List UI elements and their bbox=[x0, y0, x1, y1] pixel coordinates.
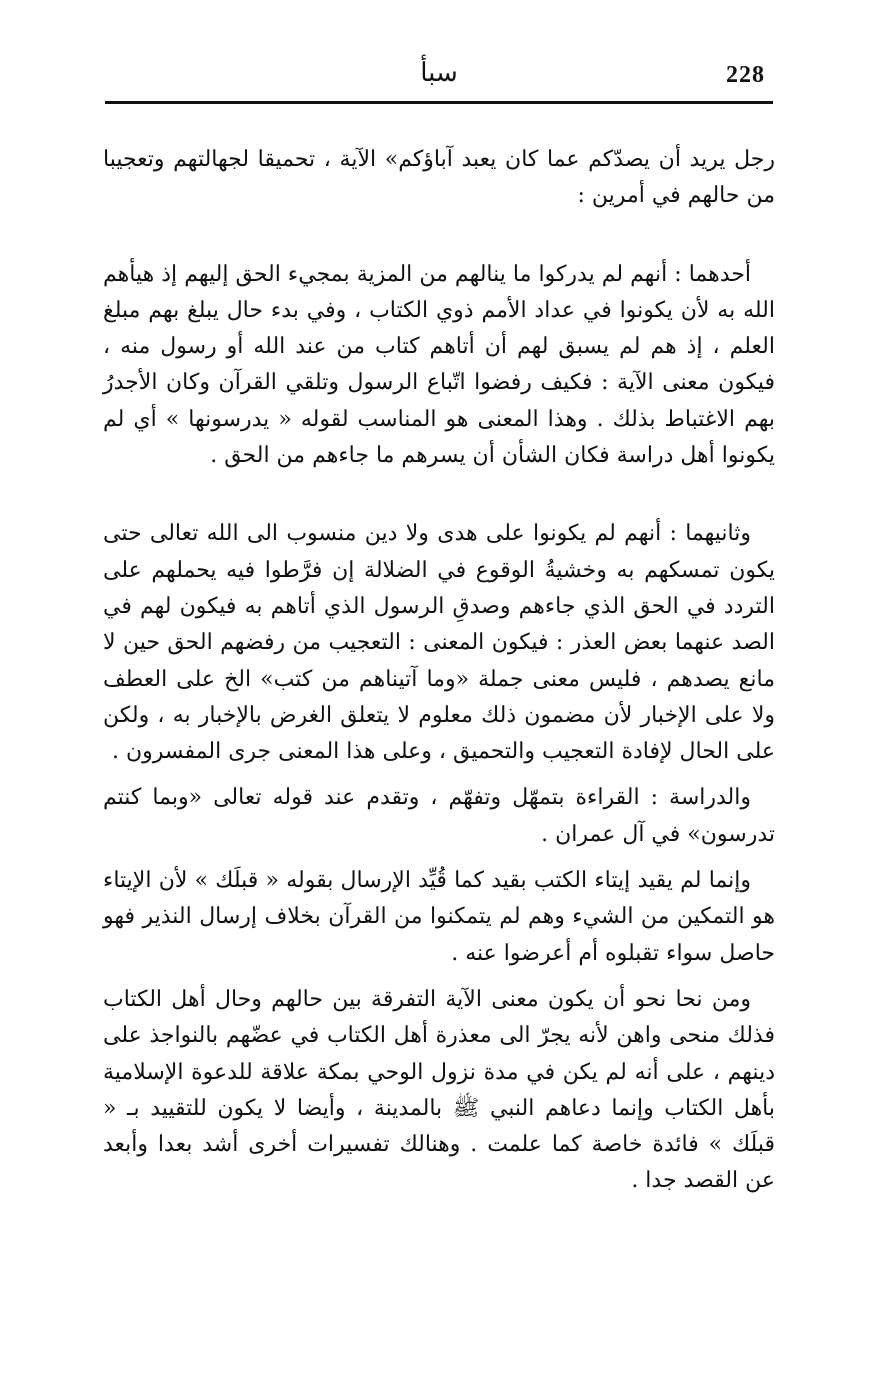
page-number: 228 bbox=[726, 62, 765, 88]
paragraph-first-reason: أحدهما : أنهم لم يدركوا ما ينالهم من المزية بمجيء الحق إليهم إذ هيأهم الله به لأن يكونوا في عداد الأمم ذوي الكتاب ، وفي بدء حال يبلغ بهم مبلغ العلم ، إذ هم لم يسبق لهم أن أتاهم كتاب من عند الله أو رسول منه ، فيكون معنى الآية : فكيف رفضوا اتّباع الرسول وتلقي القرآن وكان الأجدرُ بهم الاغتباط بذلك . وهذا المعنى هو المناسب لقوله « يدرسونها » أي لم يكونوا أهل دراسة فكان الشأن أن يسرهم ما جاءهم من الحق . bbox=[103, 261, 775, 469]
paragraph-gap bbox=[103, 215, 775, 257]
paragraph-dirasa: والدراسة : القراءة بتمهّل وتفهّم ، وتقدم عند قوله تعالى «وبما كنتم تدرسون» في آل عمران . bbox=[103, 785, 775, 847]
paragraph-other-interpretation: ومن نحا نحو أن يكون معنى الآية التفرقة بين حالهم وحال أهل الكتاب فذلك منحى واهن لأنه يجرّ الى معذرة أهل الكتاب في عضّهم بالنواجذ على دينهم ، على أنه لم يكن في مدة نزول الوحي بمكة علاقة للدعوة الإسلامية بأهل الكتاب وإنما دعاهم النبي ﷺ بالمدينة ، وأيضا لا يكون للتقييد بـ « قبلَك » فائدة خاصة كما علمت . وهنالك تفسيرات أخرى أشد بعدا وأبعد عن القصد جدا . bbox=[103, 986, 775, 1194]
paragraph-second-reason: وثانيهما : أنهم لم يكونوا على هدى ولا دين منسوب الى الله تعالى حتى يكون تمسكهم به وخشيةُ الوقوع في الضلالة إن فرَّطوا فيه يحملهم على التردد في الحق الذي جاءهم وصدقِ الرسول الذي أتاهم به فيكون لهم في الصد عنهما بعض العذر : فيكون المعنى : التعجيب من رفضهم الحق حين لا مانع يصدهم ، فليس معنى جملة «وما آتيناهم من كتب» الخ على العطف ولا على الإخبار لأن مضمون ذلك معلوم لا يتعلق الغرض بالإخبار به ، ولكن على الحال لإفادة التعجيب والتحميق ، وعلى هذا المعنى جرى المفسرون . bbox=[103, 521, 775, 765]
paragraph-itaa: وإنما لم يقيد إيتاء الكتب بقيد كما قُيِّد الإرسال بقوله « قبلَك » لأن الإيتاء هو التمكين من الشيء وهم لم يتمكنوا من القرآن بخلاف إرسال النذير فهو حاصل سواء تقبلوه أم أعرضوا عنه . bbox=[103, 868, 775, 966]
running-header bbox=[105, 58, 773, 102]
paragraph-gap bbox=[103, 853, 775, 863]
running-title: سبأ bbox=[420, 58, 458, 88]
header-rule bbox=[105, 101, 773, 104]
paragraph-gap bbox=[103, 770, 775, 780]
body-text bbox=[103, 142, 775, 1200]
paragraph-gap bbox=[103, 972, 775, 982]
paragraph-gap bbox=[103, 474, 775, 516]
paragraph-intro-continuation: رجل يريد أن يصدّكم عما كان يعبد آباؤكم» الآية ، تحميقا لجهالتهم وتعجيبا من حالهم في أمرين : bbox=[103, 147, 775, 209]
